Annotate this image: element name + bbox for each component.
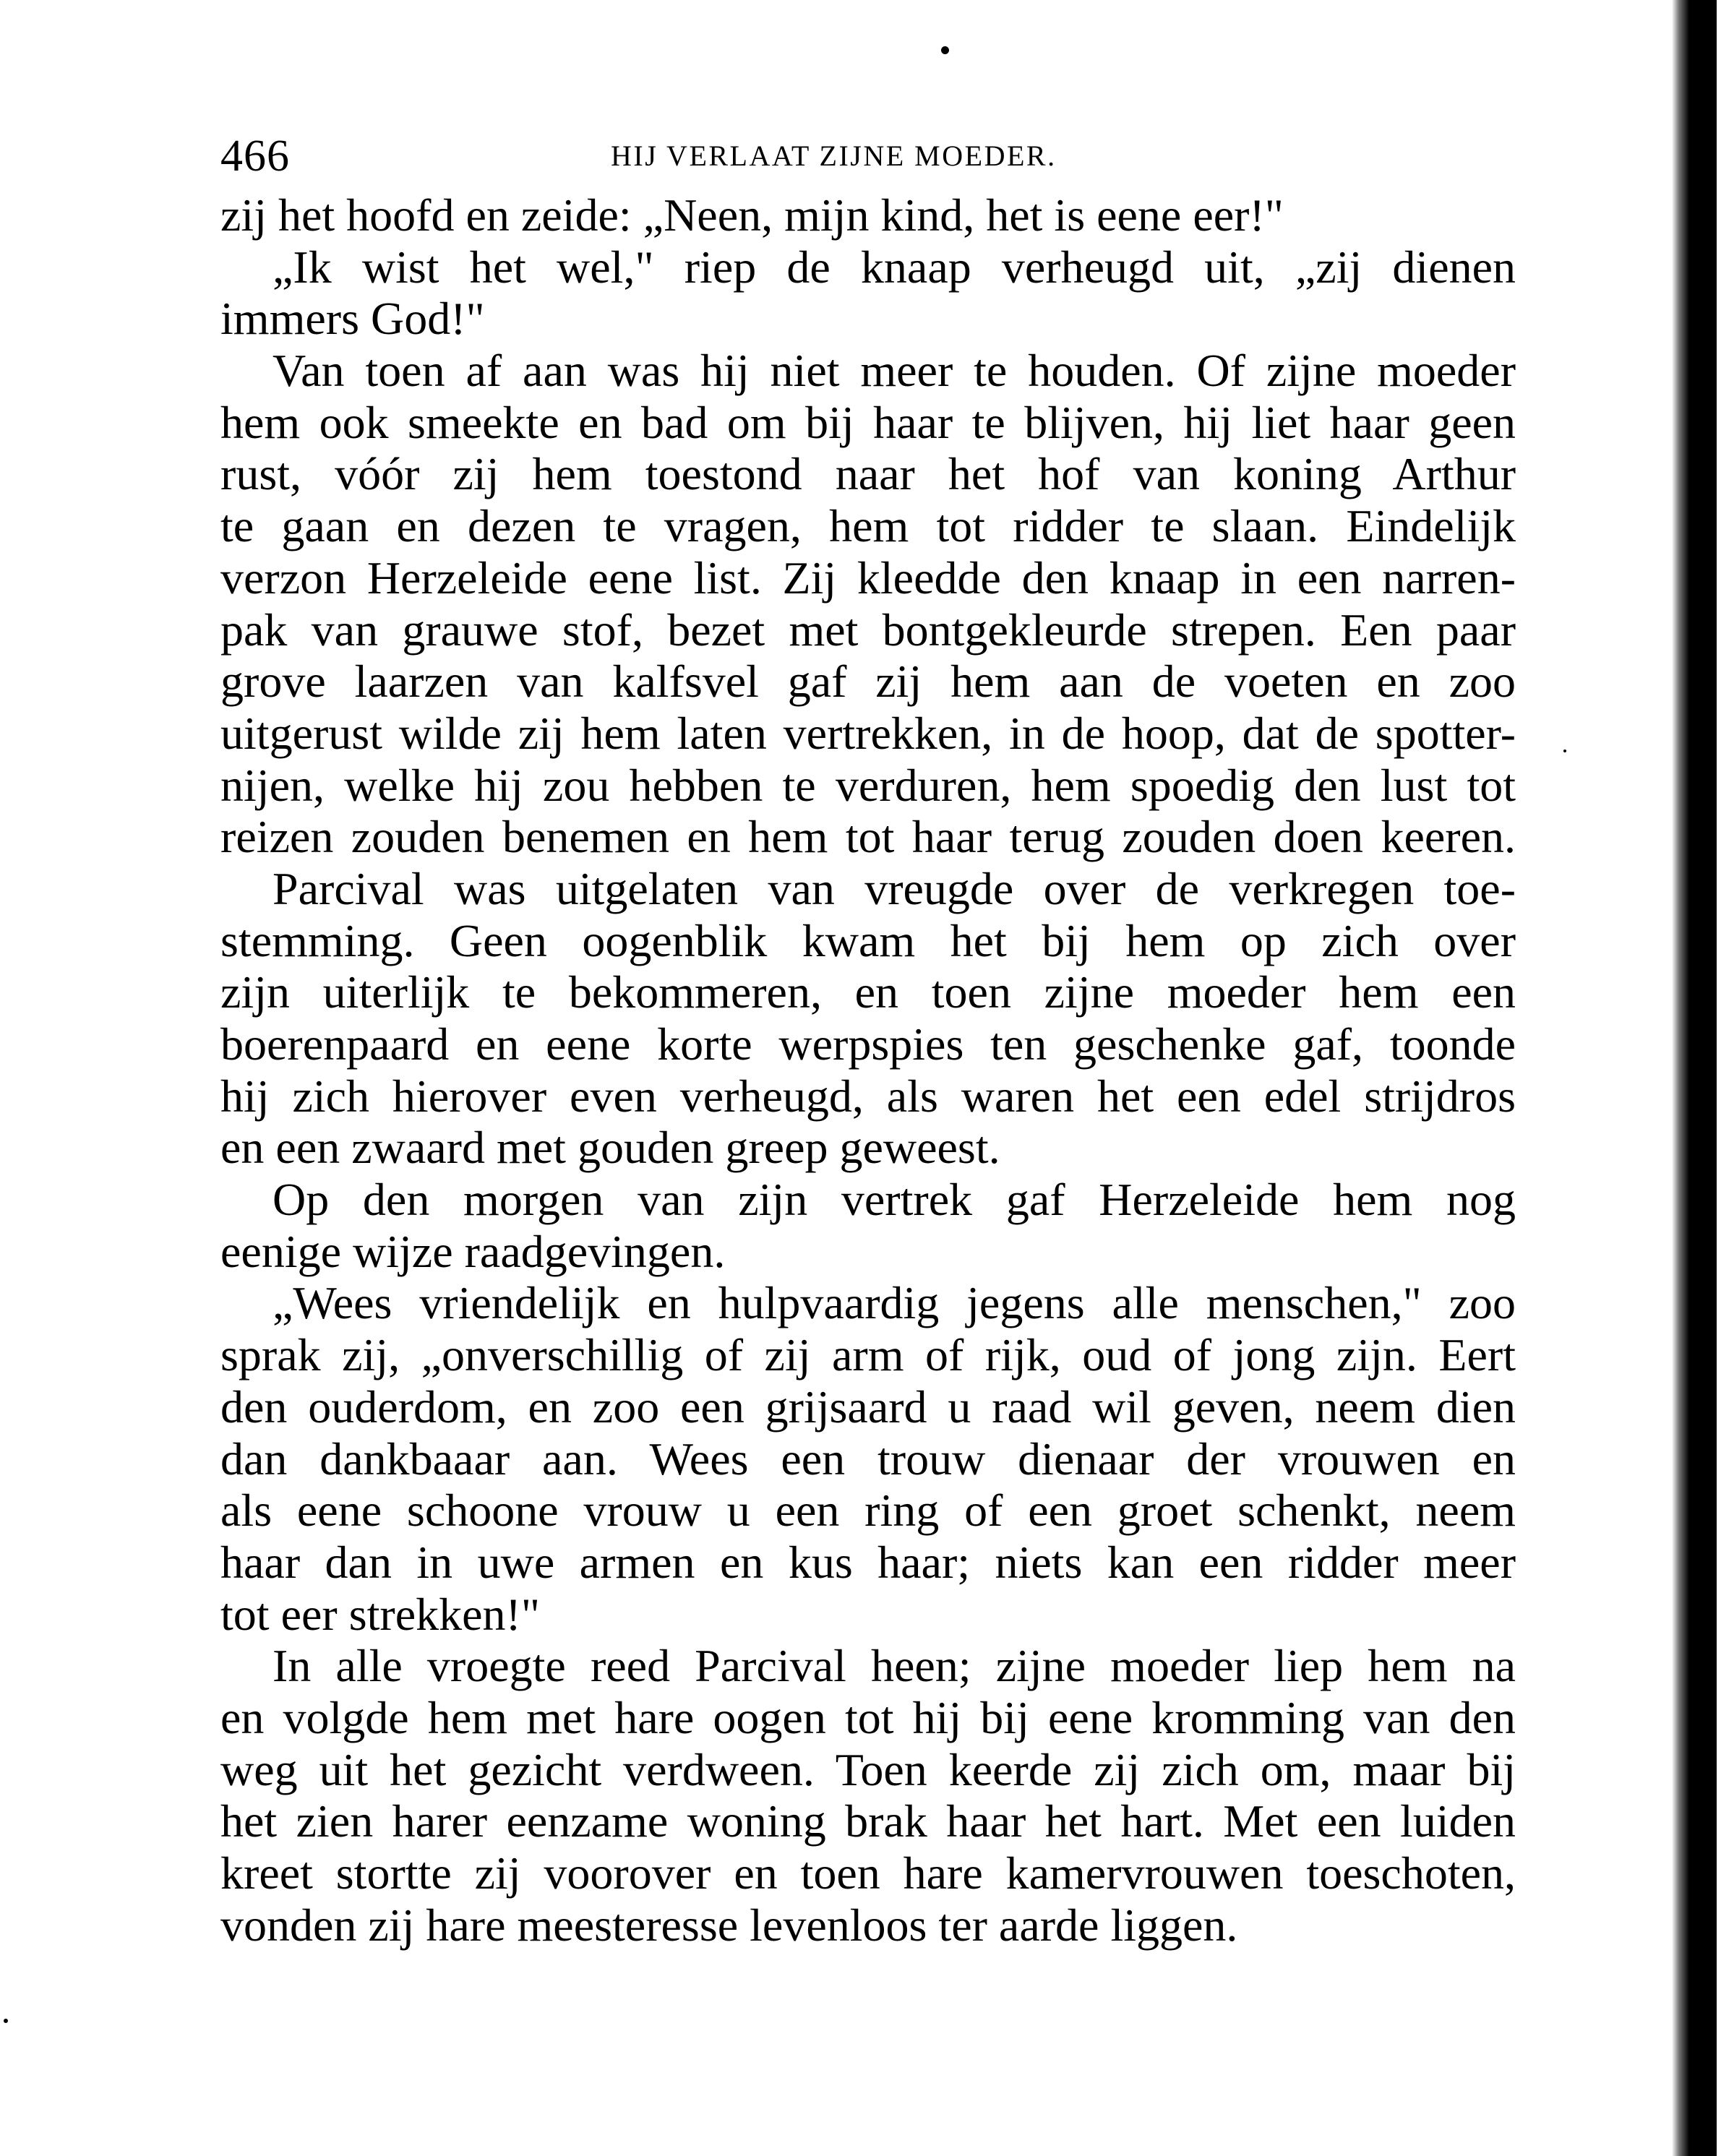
text-line: haar dan in uwe armen en kus haar; niets kan een ridder meer bbox=[220, 1536, 1516, 1588]
scan-speck bbox=[4, 2019, 8, 2023]
text-line: stemming. Geen oogenblik kwam het bij hem op zich over bbox=[220, 914, 1516, 966]
text-line: hem ook smeekte en bad om bij haar te blijven, hij liet haar geen bbox=[220, 396, 1516, 448]
page-edge bbox=[1717, 0, 1721, 2156]
text-line: rust, vóór zij hem toestond naar het hof van koning Arthur bbox=[220, 448, 1516, 500]
text-line: In alle vroegte reed Parcival heen; zijne moeder liep hem na bbox=[272, 1640, 1516, 1692]
text-line: tot eer strekken!" bbox=[220, 1588, 540, 1640]
running-head bbox=[220, 127, 1518, 185]
body-text bbox=[220, 189, 1516, 1951]
text-line: dan dankbaaar aan. Wees een trouw dienaar der vrouwen en bbox=[220, 1433, 1516, 1485]
text-line: Van toen af aan was hij niet meer te houden. Of zijne moeder bbox=[272, 345, 1516, 397]
text-line: den ouderdom, en zoo een grijsaard u raad wil geven, neem dien bbox=[220, 1380, 1516, 1433]
text-line: reizen zouden benemen en hem tot haar terug zouden doen keeren. bbox=[220, 811, 1516, 863]
text-line: immers God!" bbox=[220, 293, 485, 345]
text-line: zijn uiterlijk te bekommeren, en toen zijne moeder hem een bbox=[220, 966, 1516, 1018]
page-number: 466 bbox=[220, 132, 290, 181]
text-line: verzon Herzeleide eene list. Zij kleedde den knaap in een narren- bbox=[220, 551, 1516, 604]
text-line: vonden zij hare meesteresse levenloos ter aarde liggen. bbox=[220, 1899, 1238, 1951]
text-line: hij zich hierover even verheugd, als waren het een edel strijdros bbox=[220, 1070, 1516, 1122]
text-line: Op den morgen van zijn vertrek gaf Herzeleide hem nog bbox=[272, 1174, 1516, 1226]
text-line: nijen, welke hij zou hebben te verduren, hem spoedig den lust tot bbox=[220, 759, 1516, 811]
text-line: „Ik wist het wel," riep de knaap verheugd uit, „zij dienen bbox=[272, 241, 1516, 293]
text-line: weg uit het gezicht verdween. Toen keerde zij zich om, maar bij bbox=[220, 1743, 1516, 1795]
scan-speck bbox=[1563, 750, 1566, 752]
text-line: Parcival was uitgelaten van vreugde over de verkregen toe- bbox=[272, 862, 1516, 914]
binding-shadow bbox=[1672, 0, 1717, 2156]
running-title: HIJ VERLAAT ZIJNE MOEDER. bbox=[611, 139, 1057, 172]
text-line: pak van grauwe stof, bezet met bontgekleurde strepen. Een paar bbox=[220, 604, 1516, 656]
scan-speck bbox=[941, 46, 949, 54]
text-line: „Wees vriendelijk en hulpvaardig jegens alle menschen," zoo bbox=[272, 1277, 1516, 1329]
text-line: als eene schoone vrouw u een ring of een groet schenkt, neem bbox=[220, 1485, 1516, 1537]
text-line: te gaan en dezen te vragen, hem tot ridder te slaan. Eindelijk bbox=[220, 500, 1516, 552]
text-line: zij het hoofd en zeide: „Neen, mijn kind, het is eene eer!" bbox=[220, 189, 1284, 241]
text-line: sprak zij, „onverschillig of zij arm of rijk, oud of jong zijn. Eert bbox=[220, 1329, 1516, 1381]
text-line: grove laarzen van kalfsvel gaf zij hem aan de voeten en zoo bbox=[220, 656, 1516, 708]
text-line: kreet stortte zij voorover en toen hare kamervrouwen toeschoten, bbox=[220, 1847, 1516, 1899]
text-line: het zien harer eenzame woning brak haar het hart. Met een luiden bbox=[220, 1795, 1516, 1847]
text-line: eenige wijze raadgevingen. bbox=[220, 1225, 726, 1277]
text-line: boerenpaard en eene korte werpspies ten geschenke gaf, toonde bbox=[220, 1018, 1516, 1070]
text-line: uitgerust wilde zij hem laten vertrekken, in de hoop, dat de spotter- bbox=[220, 707, 1516, 759]
text-line: en een zwaard met gouden greep geweest. bbox=[220, 1122, 1000, 1174]
text-line: en volgde hem met hare oogen tot hij bij eene kromming van den bbox=[220, 1691, 1516, 1743]
